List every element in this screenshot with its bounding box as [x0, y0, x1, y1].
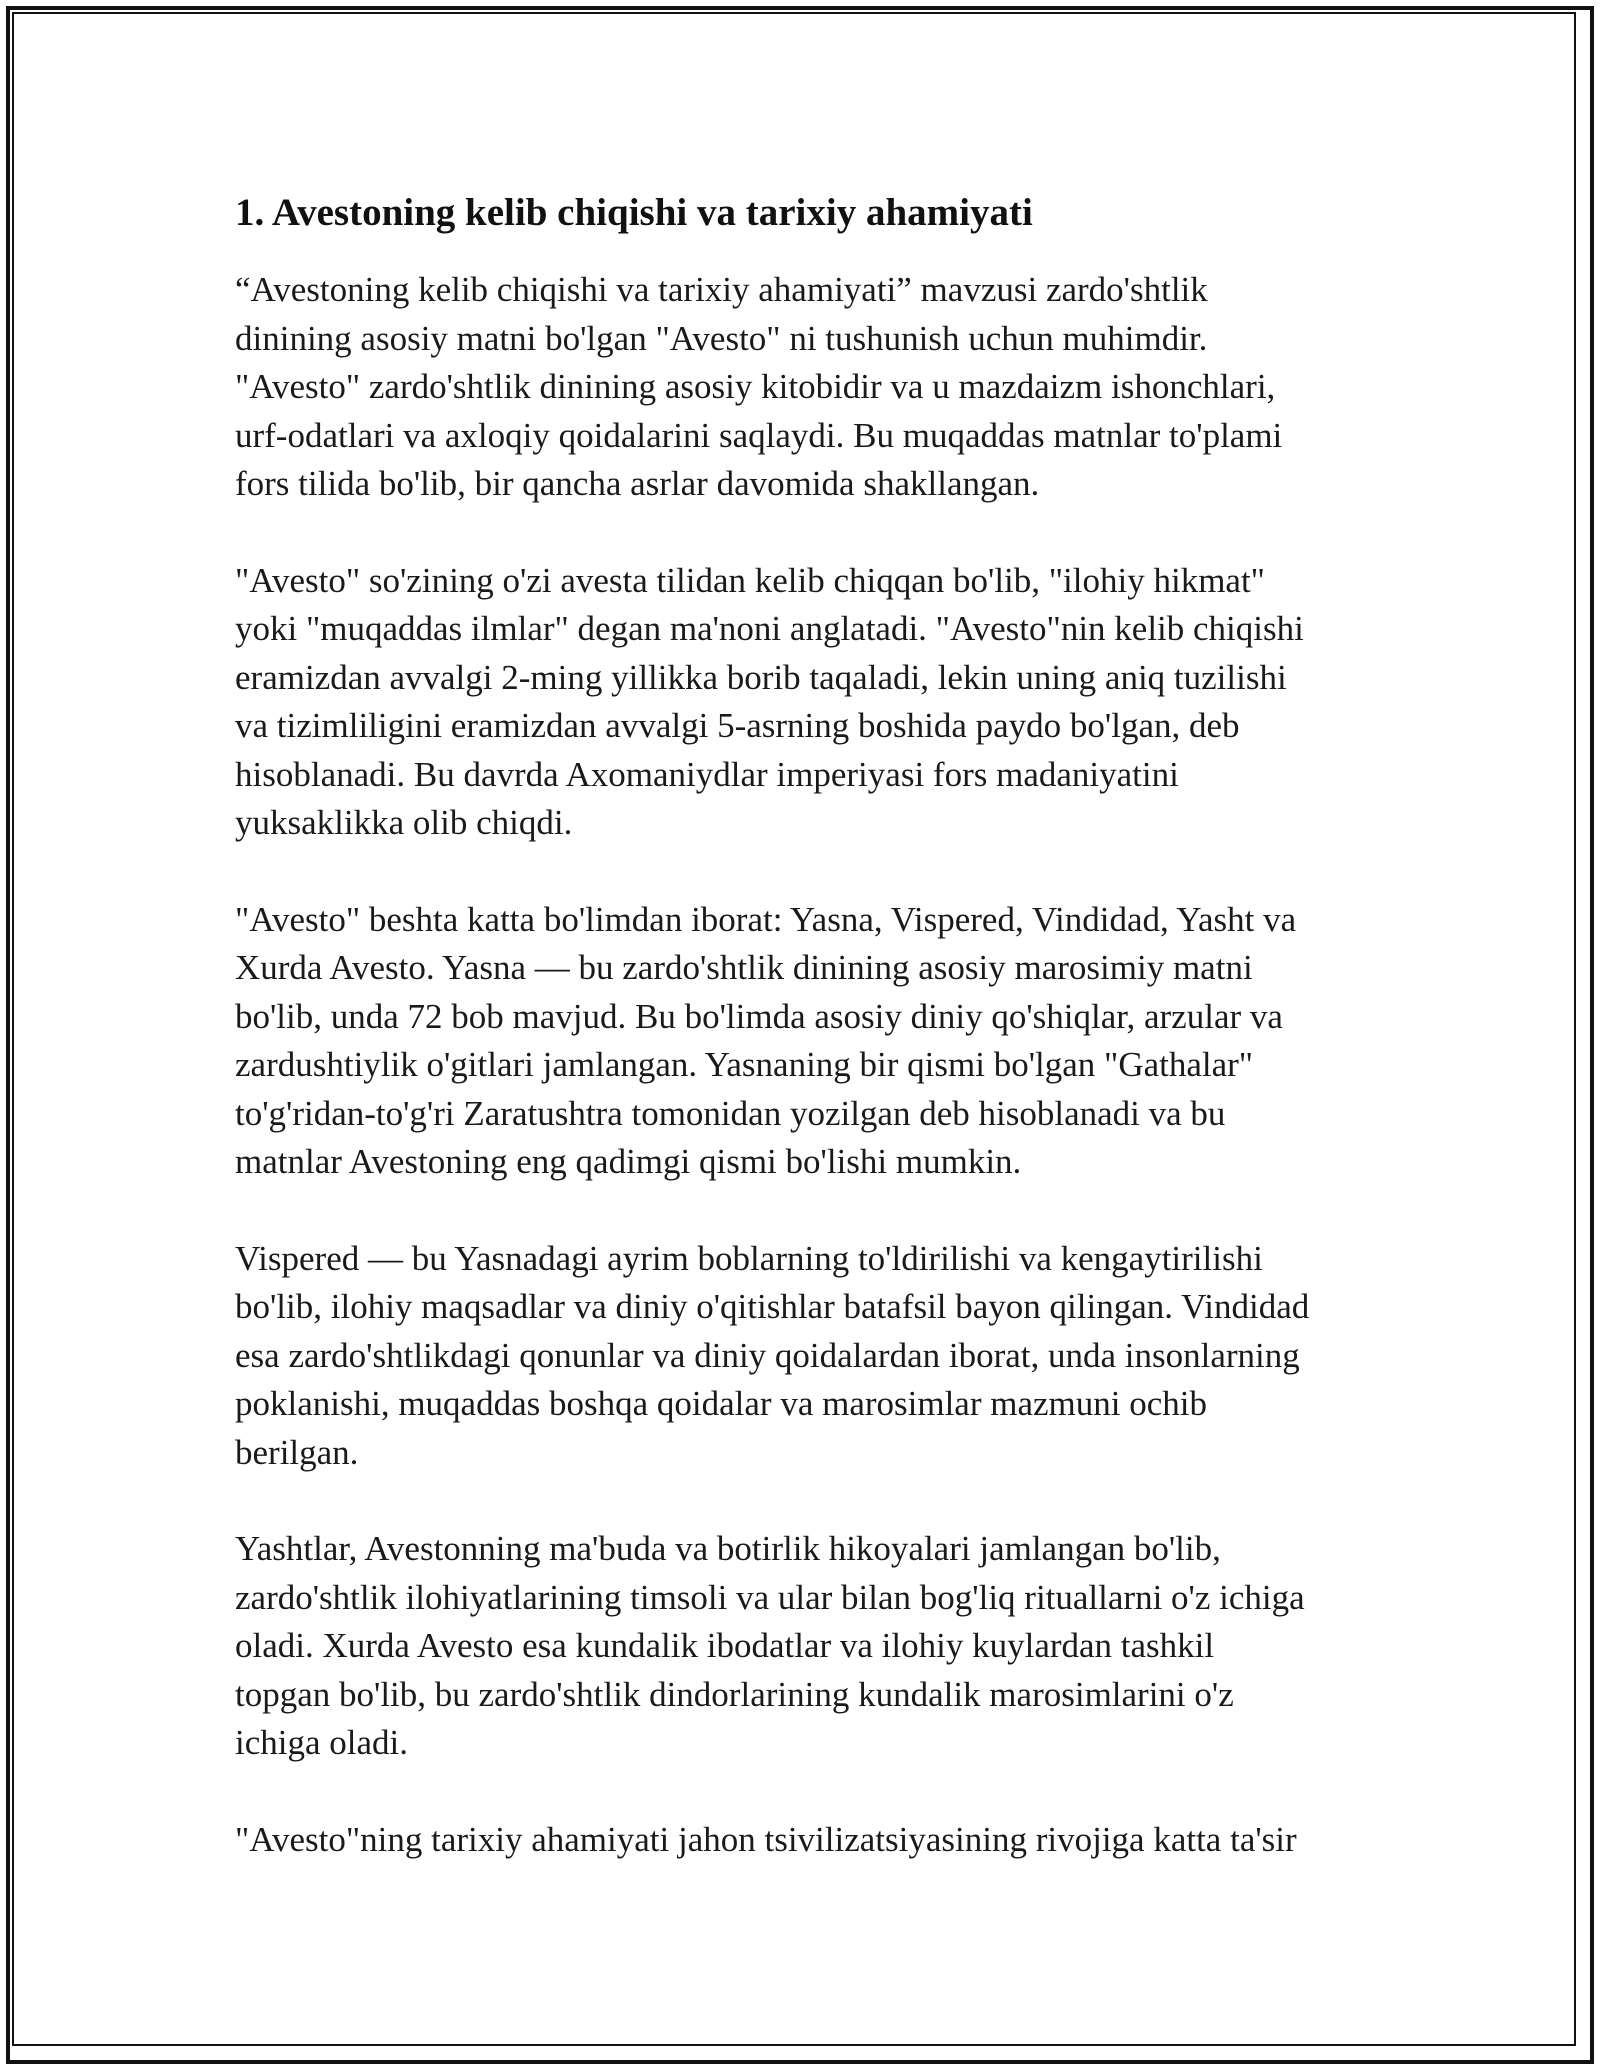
text-line: bo'lib, unda 72 bob mavjud. Bu bo'limda asosiy diniy qo'shiqlar, arzular va	[235, 996, 1283, 1036]
text-line: esa zardo'shtlikdagi qonunlar va diniy qoidalardan iborat, unda insonlarning	[235, 1335, 1300, 1375]
text-line: Xurda Avesto. Yasna — bu zardo'shtlik dinining asosiy marosimiy matni	[235, 948, 1253, 987]
text-line: zardushtiylik o'gitlari jamlangan. Yasnaning bir qismi bo'lgan "Gathalar"	[235, 1045, 1254, 1084]
text-line: Yashtlar, Avestonning ma'buda va botirlik hikoyalari jamlangan bo'lib,	[235, 1529, 1221, 1568]
paragraph-6	[235, 1816, 1375, 1865]
text-line: dinining asosiy matni bo'lgan "Avesto" ni tushunish uchun muhimdir.	[235, 318, 1208, 358]
paragraph-2	[235, 557, 1375, 848]
text-line: eramizdan avvalgi 2-ming yillikka borib taqaladi, lekin uning aniq tuzilishi	[235, 657, 1287, 697]
text-line: fors tilida bo'lib, bir qancha asrlar davomida shakllangan.	[235, 464, 1040, 503]
text-line: poklanishi, muqaddas boshqa qoidalar va marosimlar mazmuni ochib	[235, 1384, 1208, 1423]
text-line: topgan bo'lib, bu zardo'shtlik dindorlarining kundalik marosimlarini o'z	[235, 1674, 1234, 1714]
text-line: ichiga oladi.	[235, 1723, 409, 1762]
text-line: Vispered — bu Yasnadagi ayrim boblarning to'ldirilishi va kengaytirilishi	[235, 1238, 1263, 1278]
text-line: zardo'shtlik ilohiyatlarining timsoli va ular bilan bog'liq rituallarni o'z ichiga	[235, 1577, 1305, 1617]
text-line: bo'lib, ilohiy maqsadlar va diniy o'qitishlar batafsil bayon qilingan. Vindidad	[235, 1287, 1310, 1326]
text-line: "Avesto" so'zining o'zi avesta tilidan kelib chiqqan bo'lib, "ilohiy hikmat"	[235, 560, 1265, 600]
paragraph-1	[235, 266, 1375, 509]
text-line: "Avesto" zardo'shtlik dinining asosiy kitobidir va u mazdaizm ishonchlari,	[235, 367, 1276, 406]
text-line: oladi. Xurda Avesto esa kundalik ibodatlar va ilohiy kuylardan tashkil	[235, 1626, 1215, 1665]
text-line: matnlar Avestoning eng qadimgi qismi bo'lishi mumkin.	[235, 1142, 1022, 1181]
text-line: "Avesto"ning tarixiy ahamiyati jahon tsivilizatsiyasining rivojiga katta ta'sir	[235, 1819, 1297, 1859]
text-line: hisoblanadi. Bu davrda Axomaniydlar imperiyasi fors madaniyatini	[235, 754, 1179, 794]
document-body	[235, 186, 1375, 1912]
paragraph-3	[235, 896, 1375, 1187]
text-line: "Avesto" beshta katta bo'limdan iborat: Yasna, Vispered, Vindidad, Yasht va	[235, 899, 1297, 939]
text-line: yuksaklikka olib chiqdi.	[235, 803, 573, 842]
text-line: berilgan.	[235, 1432, 359, 1472]
text-line: yoki "muqaddas ilmlar" degan ma'noni anglatadi. "Avesto"nin kelib chiqishi	[235, 609, 1304, 648]
text-line: urf-odatlari va axloqiy qoidalarini saqlaydi. Bu muqaddas matnlar to'plami	[235, 415, 1283, 455]
text-line: to'g'ridan-to'g'ri Zaratushtra tomonidan yozilgan deb hisoblanadi va bu	[235, 1093, 1226, 1133]
section-heading: 1. Avestoning kelib chiqishi va tarixiy ahamiyati	[235, 191, 1033, 234]
paragraph-5	[235, 1525, 1375, 1768]
text-line: va tizimliligini eramizdan avvalgi 5-asrning boshida paydo bo'lgan, deb	[235, 706, 1240, 745]
text-line: “Avestoning kelib chiqishi va tarixiy ahamiyati” mavzusi zardo'shtlik	[235, 270, 1208, 309]
paragraph-4	[235, 1235, 1375, 1478]
